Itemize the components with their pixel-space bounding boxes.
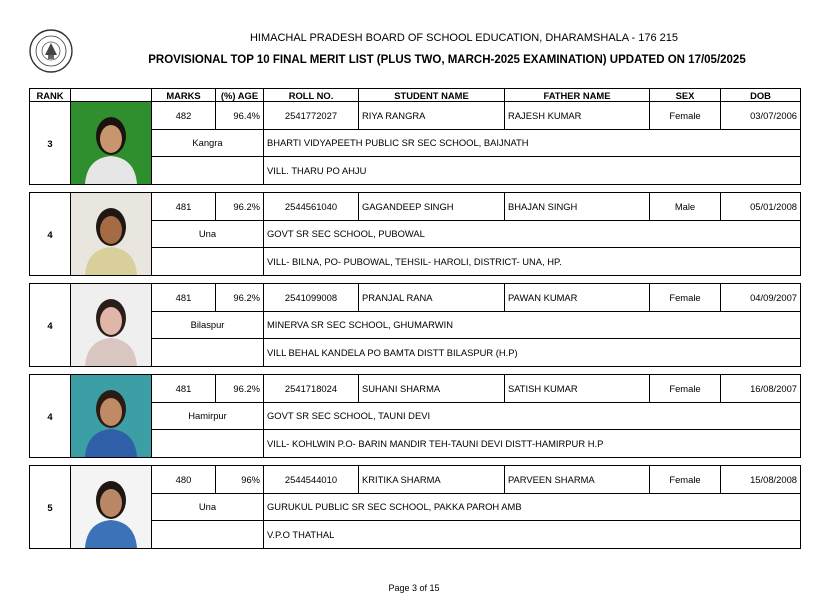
district-cell: Hamirpur xyxy=(152,402,264,430)
rank-cell: 4 xyxy=(30,375,71,458)
blank-cell xyxy=(152,521,264,549)
sex-cell: Female xyxy=(650,284,721,312)
col-percent: (%) AGE xyxy=(216,89,264,102)
photo-face xyxy=(100,216,122,244)
student-photo xyxy=(71,193,151,275)
student-name-cell: GAGANDEEP SINGH xyxy=(359,193,505,221)
percent-cell: 96.2% xyxy=(216,284,264,312)
marks-cell: 480 xyxy=(152,466,216,494)
photo-cell xyxy=(71,375,152,458)
student-photo xyxy=(71,284,151,366)
school-cell: GOVT SR SEC SCHOOL, TAUNI DEVI xyxy=(264,402,801,430)
col-rank: RANK xyxy=(30,89,71,102)
record-block xyxy=(29,283,801,367)
page-title: PROVISIONAL TOP 10 FINAL MERIT LIST (PLUS TWO, MARCH-2025 EXAMINATION) UPDATED ON 17/05/2025 xyxy=(148,54,746,66)
father-name-cell: BHAJAN SINGH xyxy=(505,193,650,221)
percent-cell: 96.2% xyxy=(216,375,264,403)
address-cell: V.P.O THATHAL xyxy=(264,521,801,549)
sex-cell: Female xyxy=(650,375,721,403)
father-name-cell: PARVEEN SHARMA xyxy=(505,466,650,494)
district-cell: Una xyxy=(152,493,264,521)
father-name-cell: RAJESH KUMAR xyxy=(505,102,650,130)
photo-cell xyxy=(71,102,152,185)
percent-cell: 96% xyxy=(216,466,264,494)
marks-cell: 481 xyxy=(152,284,216,312)
photo-face xyxy=(100,125,122,153)
photo-face xyxy=(100,489,122,517)
district-cell: Bilaspur xyxy=(152,311,264,339)
rank-cell: 3 xyxy=(30,102,71,185)
col-dob: DOB xyxy=(721,89,801,102)
page-number: Page 3 of 15 xyxy=(388,583,440,593)
student-name-cell: RIYA RANGRA xyxy=(359,102,505,130)
school-cell: GOVT SR SEC SCHOOL, PUBOWAL xyxy=(264,220,801,248)
address-cell: VILL. THARU PO AHJU xyxy=(264,157,801,185)
col-marks: MARKS xyxy=(152,89,216,102)
col-photo xyxy=(71,89,152,102)
blank-cell xyxy=(152,248,264,276)
school-cell: GURUKUL PUBLIC SR SEC SCHOOL, PAKKA PAROH AMB xyxy=(264,493,801,521)
blank-cell xyxy=(152,430,264,458)
sex-cell: Female xyxy=(650,466,721,494)
rank-cell: 4 xyxy=(30,193,71,276)
district-cell: Una xyxy=(152,220,264,248)
father-name-cell: SATISH KUMAR xyxy=(505,375,650,403)
sex-cell: Male xyxy=(650,193,721,221)
photo-cell xyxy=(71,193,152,276)
school-cell: MINERVA SR SEC SCHOOL, GHUMARWIN xyxy=(264,311,801,339)
dob-cell: 04/09/2007 xyxy=(721,284,801,312)
blank-cell xyxy=(152,339,264,367)
district-cell: Kangra xyxy=(152,129,264,157)
roll-no-cell: 2544561040 xyxy=(264,193,359,221)
percent-cell: 96.2% xyxy=(216,193,264,221)
record-block xyxy=(29,374,801,458)
student-name-cell: SUHANI SHARMA xyxy=(359,375,505,403)
school-cell: BHARTI VIDYAPEETH PUBLIC SR SEC SCHOOL, BAIJNATH xyxy=(264,129,801,157)
dob-cell: 15/08/2008 xyxy=(721,466,801,494)
photo-face xyxy=(100,398,122,426)
record-block xyxy=(29,101,801,185)
marks-cell: 482 xyxy=(152,102,216,130)
student-photo xyxy=(71,375,151,457)
student-photo xyxy=(71,466,151,548)
photo-face xyxy=(100,307,122,335)
dob-cell: 03/07/2006 xyxy=(721,102,801,130)
record-block xyxy=(29,192,801,276)
address-cell: VILL- BILNA, PO- PUBOWAL, TEHSIL- HAROLI, DISTRICT- UNA, HP. xyxy=(264,248,801,276)
marks-cell: 481 xyxy=(152,193,216,221)
rank-cell: 4 xyxy=(30,284,71,367)
student-name-cell: KRITIKA SHARMA xyxy=(359,466,505,494)
address-cell: VILL- KOHLWIN P.O- BARIN MANDIR TEH-TAUNI DEVI DISTT-HAMIRPUR H.P xyxy=(264,430,801,458)
roll-no-cell: 2541099008 xyxy=(264,284,359,312)
col-roll-no: ROLL NO. xyxy=(264,89,359,102)
col-father-name: FATHER NAME xyxy=(505,89,650,102)
record-block xyxy=(29,465,801,549)
dob-cell: 16/08/2007 xyxy=(721,375,801,403)
sex-cell: Female xyxy=(650,102,721,130)
marks-cell: 481 xyxy=(152,375,216,403)
blank-cell xyxy=(152,157,264,185)
roll-no-cell: 2541772027 xyxy=(264,102,359,130)
photo-cell xyxy=(71,284,152,367)
father-name-cell: PAWAN KUMAR xyxy=(505,284,650,312)
dob-cell: 05/01/2008 xyxy=(721,193,801,221)
rank-cell: 5 xyxy=(30,466,71,549)
roll-no-cell: 2544544010 xyxy=(264,466,359,494)
roll-no-cell: 2541718024 xyxy=(264,375,359,403)
student-name-cell: PRANJAL RANA xyxy=(359,284,505,312)
col-sex: SEX xyxy=(650,89,721,102)
address-cell: VILL BEHAL KANDELA PO BAMTA DISTT BILASPUR (H.P) xyxy=(264,339,801,367)
student-photo xyxy=(71,102,151,184)
col-student-name: STUDENT NAME xyxy=(359,89,505,102)
board-name: HIMACHAL PRADESH BOARD OF SCHOOL EDUCATION, DHARAMSHALA - 176 215 xyxy=(249,32,679,44)
photo-cell xyxy=(71,466,152,549)
percent-cell: 96.4% xyxy=(216,102,264,130)
column-header-row xyxy=(29,88,801,102)
